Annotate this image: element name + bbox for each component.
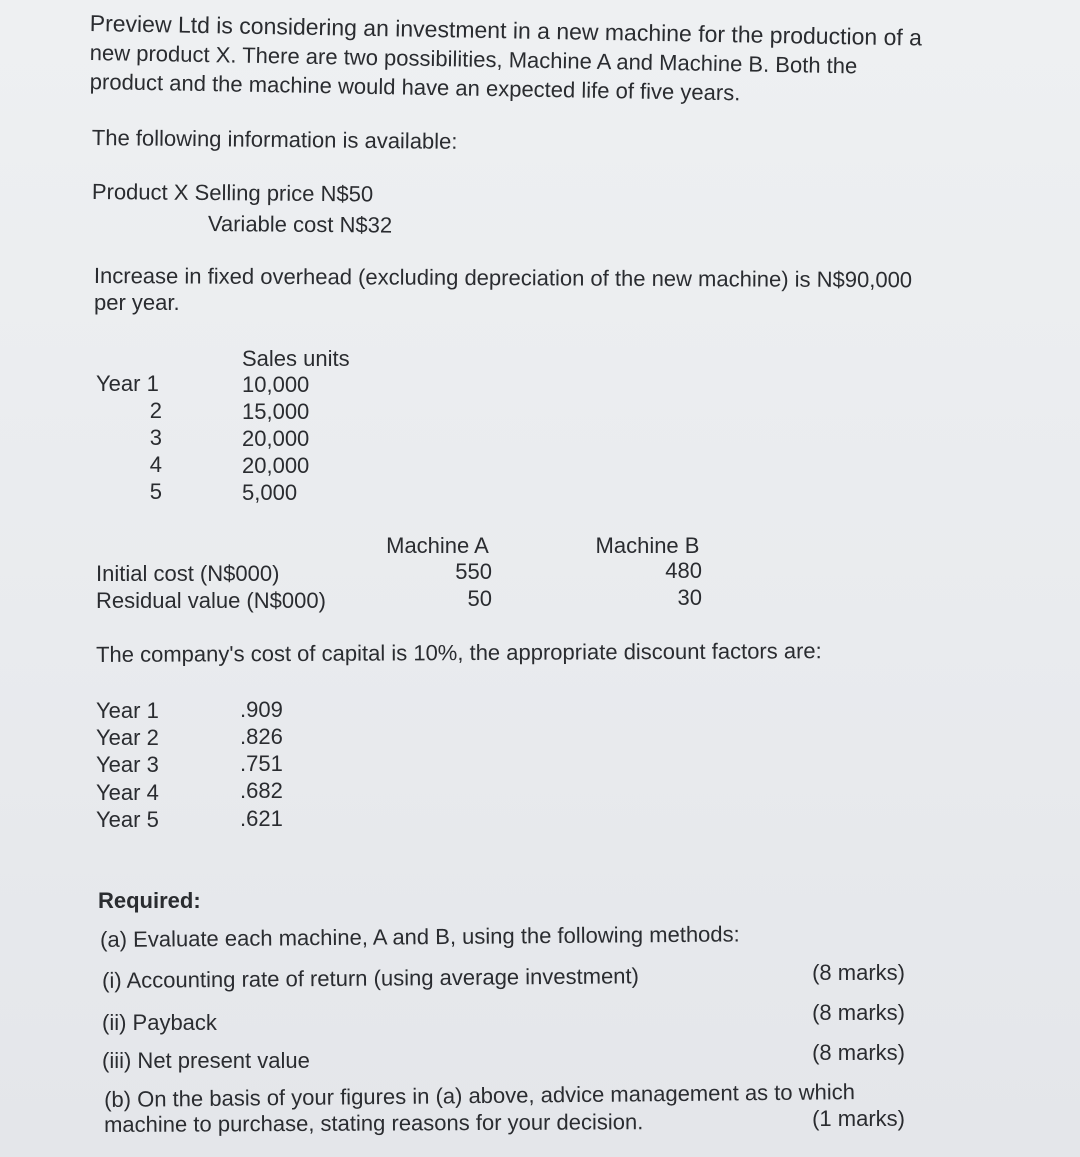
discount-year-label: Year 4 — [96, 780, 159, 805]
required-item-marks: (8 marks) — [812, 1040, 905, 1065]
fixed-overhead-line-1: Increase in fixed overhead (excluding depreciation of the new machine) is N$90,000 — [93, 263, 913, 293]
residual-value-label: Residual value (N$000) — [96, 588, 326, 613]
intro-line-3: product and the machine would have an expected life of five years. — [89, 69, 741, 106]
required-item-label: (ii) Payback — [102, 1010, 217, 1035]
discount-factor-value: .682 — [240, 778, 283, 803]
initial-cost-machine-b: 480 — [665, 558, 702, 583]
discount-year-label: Year 5 — [96, 807, 159, 832]
machine-b-header: Machine B — [595, 533, 700, 558]
initial-cost-label: Initial cost (N$000) — [96, 561, 280, 586]
required-part-b-line-1: (b) On the basis of your figures in (a) above, advice management as to which — [104, 1079, 856, 1112]
discount-factor-value: .826 — [240, 724, 283, 749]
product-variable-cost: Variable cost N$32 — [207, 211, 393, 238]
residual-value-machine-a: 50 — [467, 586, 492, 611]
discount-factor-value: .751 — [240, 751, 283, 776]
part-b-marks: (1 marks) — [812, 1106, 905, 1131]
residual-value-machine-b: 30 — [677, 585, 702, 610]
sales-units-value: 5,000 — [242, 480, 298, 505]
required-item-marks: (8 marks) — [812, 960, 905, 985]
intro-line-1: Preview Ltd is considering an investment in a new machine for the production of a — [89, 10, 923, 51]
sales-year-label: 4 — [149, 452, 162, 477]
discount-factor-value: .909 — [240, 697, 283, 722]
discount-year-label: Year 2 — [96, 725, 159, 750]
machine-a-header: Machine A — [386, 533, 489, 558]
required-part-b-line-2: machine to purchase, stating reasons for your decision. — [104, 1109, 644, 1137]
initial-cost-machine-a: 550 — [455, 559, 492, 584]
cost-of-capital-text: The company's cost of capital is 10%, the appropriate discount factors are: — [96, 638, 822, 667]
sales-units-value: 20,000 — [242, 426, 310, 451]
sales-units-header: Sales units — [242, 346, 350, 371]
intro-line-2: new product X. There are two possibilities, Machine A and Machine B. Both the — [89, 40, 858, 79]
sales-year-label: 2 — [149, 398, 162, 423]
product-selling-price: Product X Selling price N$50 — [91, 179, 374, 207]
discount-year-label: Year 3 — [96, 752, 159, 777]
sales-year-label: 3 — [149, 425, 162, 450]
sales-year-label: 5 — [149, 479, 162, 504]
sales-units-value: 10,000 — [242, 372, 310, 397]
required-item-label: (i) Accounting rate of return (using average investment) — [102, 963, 640, 993]
required-part-a: (a) Evaluate each machine, A and B, using the following methods: — [100, 921, 740, 952]
info-heading: The following information is available: — [91, 125, 458, 154]
required-item-label: (iii) Net present value — [102, 1048, 310, 1073]
required-item-marks: (8 marks) — [812, 1000, 905, 1025]
sales-year-label: Year 1 — [96, 371, 159, 396]
required-heading: Required: — [98, 888, 201, 913]
sales-units-value: 15,000 — [242, 399, 310, 424]
discount-factor-value: .621 — [240, 806, 283, 831]
fixed-overhead-line-2: per year. — [94, 290, 180, 315]
discount-year-label: Year 1 — [96, 698, 159, 723]
sales-units-value: 20,000 — [242, 453, 310, 478]
